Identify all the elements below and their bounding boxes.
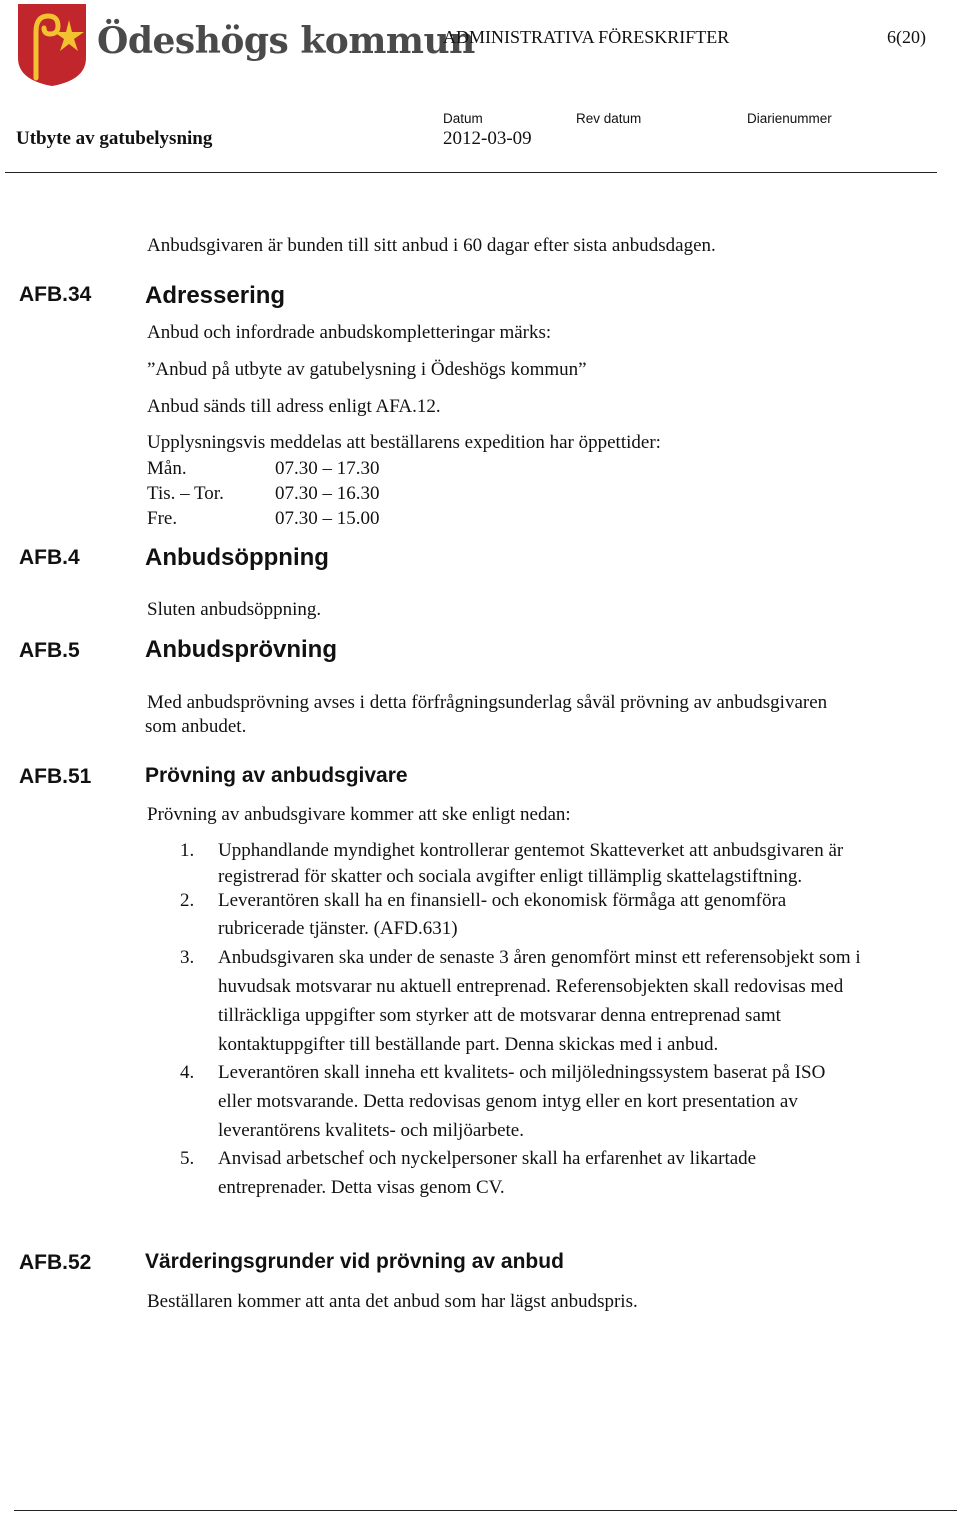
list-number: 3. xyxy=(180,947,195,968)
section-title: Prövning av anbudsgivare xyxy=(145,764,408,787)
paragraph: Beställaren kommer att anta det anbud som har lägst anbudspris. xyxy=(147,1291,638,1312)
section-title: Anbudsprövning xyxy=(145,636,337,663)
hours-time: 07.30 – 17.30 xyxy=(275,458,380,479)
document-subject: Utbyte av gatubelysning xyxy=(16,128,213,149)
paragraph: Prövning av anbudsgivare kommer att ske enligt nedan: xyxy=(147,804,571,825)
paragraph: Upplysningsvis meddelas att beställarens expedition har öppettider: xyxy=(147,432,661,453)
list-line: tillräckliga uppgifter som styrker att de motsvarar denna entreprenad samt xyxy=(218,1005,781,1026)
list-line: Leverantören skall ha en finansiell- och ekonomisk förmåga att genomföra xyxy=(218,890,787,911)
list-number: 4. xyxy=(180,1062,195,1083)
section-code: AFB.51 xyxy=(19,765,92,788)
datum-label: Datum xyxy=(443,111,483,126)
list-line: Upphandlande myndighet kontrollerar gentemot Skatteverket att anbudsgivaren är xyxy=(218,840,844,861)
page-number: 6(20) xyxy=(887,27,926,47)
section-title: Värderingsgrunder vid prövning av anbud xyxy=(145,1250,564,1273)
list-line: registrerad för skatter och sociala avgifter enligt tillämplig skattelagstiftning. xyxy=(218,866,803,887)
list-line: entreprenader. Detta visas genom CV. xyxy=(218,1177,505,1198)
list-line: leverantörens kvalitets- och miljöarbete. xyxy=(218,1120,524,1141)
paragraph: Sluten anbudsöppning. xyxy=(147,599,322,620)
section-code: AFB.34 xyxy=(19,283,92,306)
list-line: rubricerade tjänster. (AFD.631) xyxy=(218,918,458,939)
list-line: huvudsak motsvarar nu aktuell entreprenad. Referensobjekten skall redovisas med xyxy=(218,976,844,997)
hours-day: Fre. xyxy=(147,508,178,529)
hours-day: Mån. xyxy=(147,458,187,479)
paragraph: Anbud och infordrade anbudskompletteringar märks: xyxy=(147,322,552,343)
list-line: Anbudsgivaren ska under de senaste 3 åren genomfört minst ett referensobjekt som i xyxy=(218,947,861,968)
hours-time: 07.30 – 15.00 xyxy=(275,508,380,529)
footer-rule xyxy=(14,1510,957,1511)
list-line: Anvisad arbetschef och nyckelpersoner skall ha erfarenhet av likartade xyxy=(218,1148,757,1169)
paragraph: ”Anbud på utbyte av gatubelysning i Ödeshögs kommun” xyxy=(147,359,587,380)
datum-value: 2012-03-09 xyxy=(443,128,532,149)
list-number: 1. xyxy=(180,840,195,861)
rev-datum-label: Rev datum xyxy=(576,111,642,126)
hours-day: Tis. – Tor. xyxy=(147,483,224,504)
list-number: 2. xyxy=(180,890,195,911)
paragraph: som anbudet. xyxy=(145,716,247,737)
municipality-logo xyxy=(14,2,90,88)
section-code: AFB.4 xyxy=(19,546,80,569)
section-code: AFB.52 xyxy=(19,1251,92,1274)
paragraph: Med anbudsprövning avses i detta förfrågningsunderlag såväl prövning av anbudsgivaren xyxy=(147,692,828,713)
list-line: Leverantören skall inneha ett kvalitets- och miljöledningssystem baserat på ISO xyxy=(218,1062,826,1083)
hours-time: 07.30 – 16.30 xyxy=(275,483,380,504)
intro-text: Anbudsgivaren är bunden till sitt anbud i 60 dagar efter sista anbudsdagen. xyxy=(147,235,716,256)
section-title: Anbudsöppning xyxy=(145,544,329,571)
list-number: 5. xyxy=(180,1148,195,1169)
section-title: Adressering xyxy=(145,282,286,309)
paragraph: Anbud sänds till adress enligt AFA.12. xyxy=(147,396,441,417)
municipality-name: Ödeshögs kommun xyxy=(97,20,475,62)
document-type: ADMINISTRATIVA FÖRESKRIFTER xyxy=(443,27,730,47)
section-code: AFB.5 xyxy=(19,639,80,662)
header-rule xyxy=(5,172,937,173)
diarienummer-label: Diarienummer xyxy=(747,111,832,126)
list-line: kontaktuppgifter till beställande part. Denna skickas med i anbud. xyxy=(218,1034,719,1055)
list-line: eller motsvarande. Detta redovisas genom intyg eller en kort presentation av xyxy=(218,1091,798,1112)
